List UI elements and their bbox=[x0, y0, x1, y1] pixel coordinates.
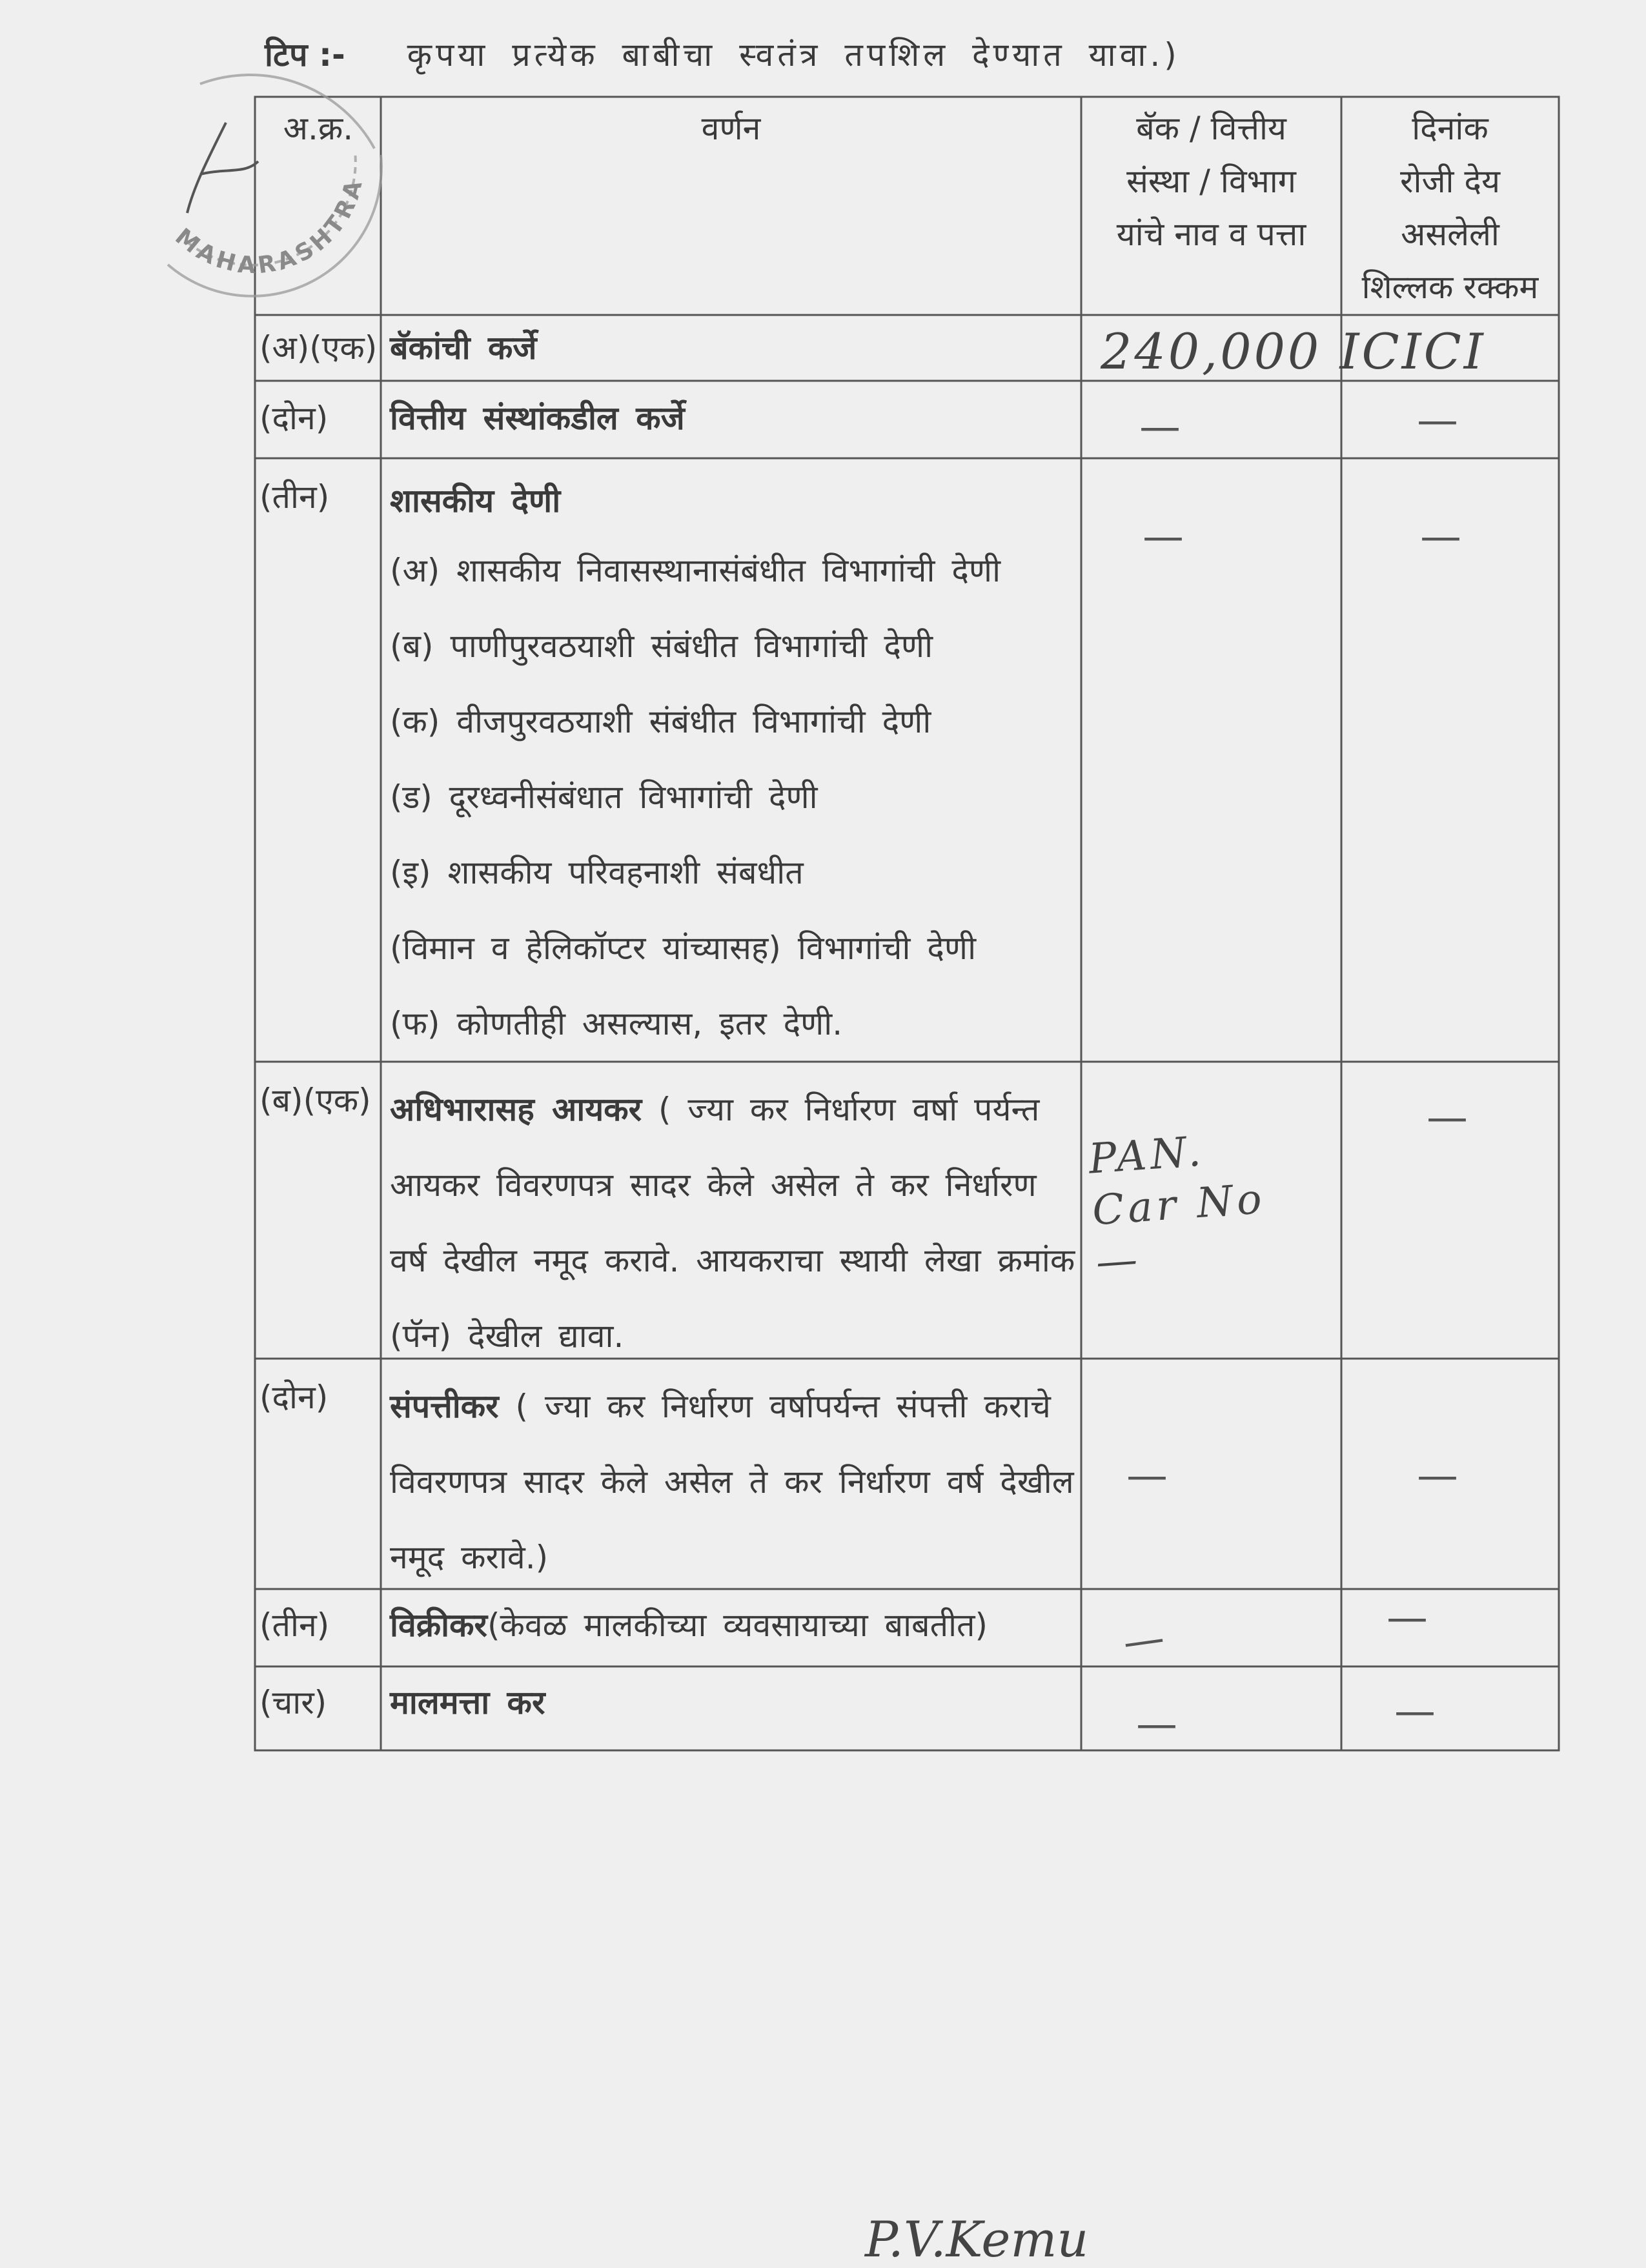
header-amount-line-2: रोजी देय bbox=[1400, 163, 1500, 200]
government-dues-cell bbox=[382, 460, 1080, 1060]
property-tax-title: मालमत्ता कर bbox=[390, 1684, 545, 1721]
row-serial: (अ)(एक) bbox=[259, 329, 378, 367]
handwritten-dash: — bbox=[1427, 1094, 1468, 1142]
header-institution-line-2: संस्था / विभाग bbox=[1126, 163, 1296, 200]
row-serial: (ब)(एक) bbox=[259, 1082, 371, 1119]
wealth-tax-title: संपत्तीकर bbox=[390, 1388, 499, 1425]
handwritten-dash: — bbox=[1420, 513, 1461, 561]
header-amount-line-1: दिनांक bbox=[1412, 110, 1489, 147]
row-title bbox=[382, 316, 1080, 380]
row-serial: (चार) bbox=[259, 1684, 327, 1721]
bank-loans-title: बॅकांची कर्जे bbox=[390, 329, 537, 367]
sales-tax-title: विक्रीकर bbox=[390, 1606, 487, 1644]
dues-item: (इ) शासकीय परिवहनाशी संबधीत bbox=[390, 854, 804, 891]
dues-item: (ड) दूरध्वनीसंबंधात विभागांची देणी bbox=[390, 778, 818, 816]
handwritten-dash: — bbox=[1139, 403, 1181, 451]
income-tax-body: ( ज्या कर निर्धारण वर्षा पर्यन्त आयकर विवरणपत्र सादर केले असेल ते कर निर्धारण वर्ष देखील नमूद करावे. आयकराचा स्थायी लेखा क्रमांक (पॅन) देखील द्यावा. bbox=[390, 1091, 1075, 1355]
header-amount bbox=[1343, 98, 1558, 314]
handwritten-dash: — bbox=[1387, 1594, 1428, 1642]
property-tax-cell bbox=[382, 1668, 1080, 1749]
handwritten-dash: — bbox=[1417, 1452, 1458, 1500]
handwritten-dash: — bbox=[1120, 1614, 1168, 1668]
header-serial: अ.क्र. bbox=[283, 110, 354, 147]
row-serial: (दोन) bbox=[259, 400, 329, 437]
handwritten-dash: — bbox=[1126, 1452, 1168, 1500]
header-description: वर्णन bbox=[701, 110, 761, 147]
signature: P.V.Kemu bbox=[865, 2211, 1089, 2268]
row-serial: (तीन) bbox=[259, 1606, 330, 1644]
note-label: टिप :- bbox=[265, 36, 345, 74]
seal-text: MAHARASHTRA bbox=[170, 174, 369, 279]
row-title bbox=[382, 382, 1080, 457]
header-institution bbox=[1082, 98, 1340, 314]
dues-item: (क) वीजपुरवठयाशी संबंधीत विभागांची देणी bbox=[390, 703, 931, 740]
row-serial: (तीन) bbox=[259, 478, 330, 516]
handwritten-pan-entry: PAN. Car No — bbox=[1087, 1128, 1267, 1287]
header-institution-line-1: बॅक / वित्तीय bbox=[1136, 110, 1286, 147]
row-serial: (दोन) bbox=[259, 1379, 329, 1416]
government-dues-title: शासकीय देणी bbox=[390, 482, 561, 520]
dues-item: (ब) पाणीपुरवठयाशी संबंधीत विभागांची देणी bbox=[390, 627, 933, 665]
office-seal-stamp bbox=[148, 45, 394, 316]
income-tax-cell bbox=[382, 1063, 1080, 1357]
sales-tax-body: (केवळ मालकीच्या व्यवसायाच्या बाबतीत) bbox=[487, 1606, 988, 1644]
dues-item: (अ) शासकीय निवासस्थानासंबंधीत विभागांची देणी bbox=[390, 552, 1001, 589]
wealth-tax-body: ( ज्या कर निर्धारण वर्षापर्यन्त संपत्ती कराचे विवरणपत्र सादर केले असेल ते कर निर्धारण वर्ष देखील नमूद करावे.) bbox=[390, 1388, 1074, 1576]
dues-item: (विमान व हेलिकॉप्टर यांच्यासह) विभागांची देणी bbox=[390, 929, 977, 967]
financial-loans-title: वित्तीय संस्थांकडील कर्जे bbox=[390, 400, 685, 437]
note-text: कृपया प्रत्येक बाबीचा स्वतंत्र तपशिल देण्यात यावा.) bbox=[407, 36, 1181, 74]
header-institution-line-3: यांचे नाव व पत्ता bbox=[1116, 216, 1306, 253]
handwritten-bank-entry: 240,000 ICICI bbox=[1101, 323, 1486, 380]
wealth-tax-cell bbox=[382, 1360, 1080, 1588]
handwritten-dash: — bbox=[1417, 397, 1458, 445]
header-amount-line-4: शिल्लक रक्कम bbox=[1361, 268, 1539, 306]
handwritten-dash: — bbox=[1143, 513, 1184, 561]
handwritten-dash: — bbox=[1136, 1701, 1177, 1748]
dues-item: (फ) कोणतीही असल्यास, इतर देणी. bbox=[390, 1005, 843, 1042]
income-tax-title: अधिभारासह आयकर bbox=[390, 1091, 642, 1128]
handwritten-dash: — bbox=[1394, 1688, 1436, 1736]
sales-tax-cell bbox=[382, 1590, 1080, 1665]
header-amount-line-3: असलेली bbox=[1401, 216, 1499, 253]
